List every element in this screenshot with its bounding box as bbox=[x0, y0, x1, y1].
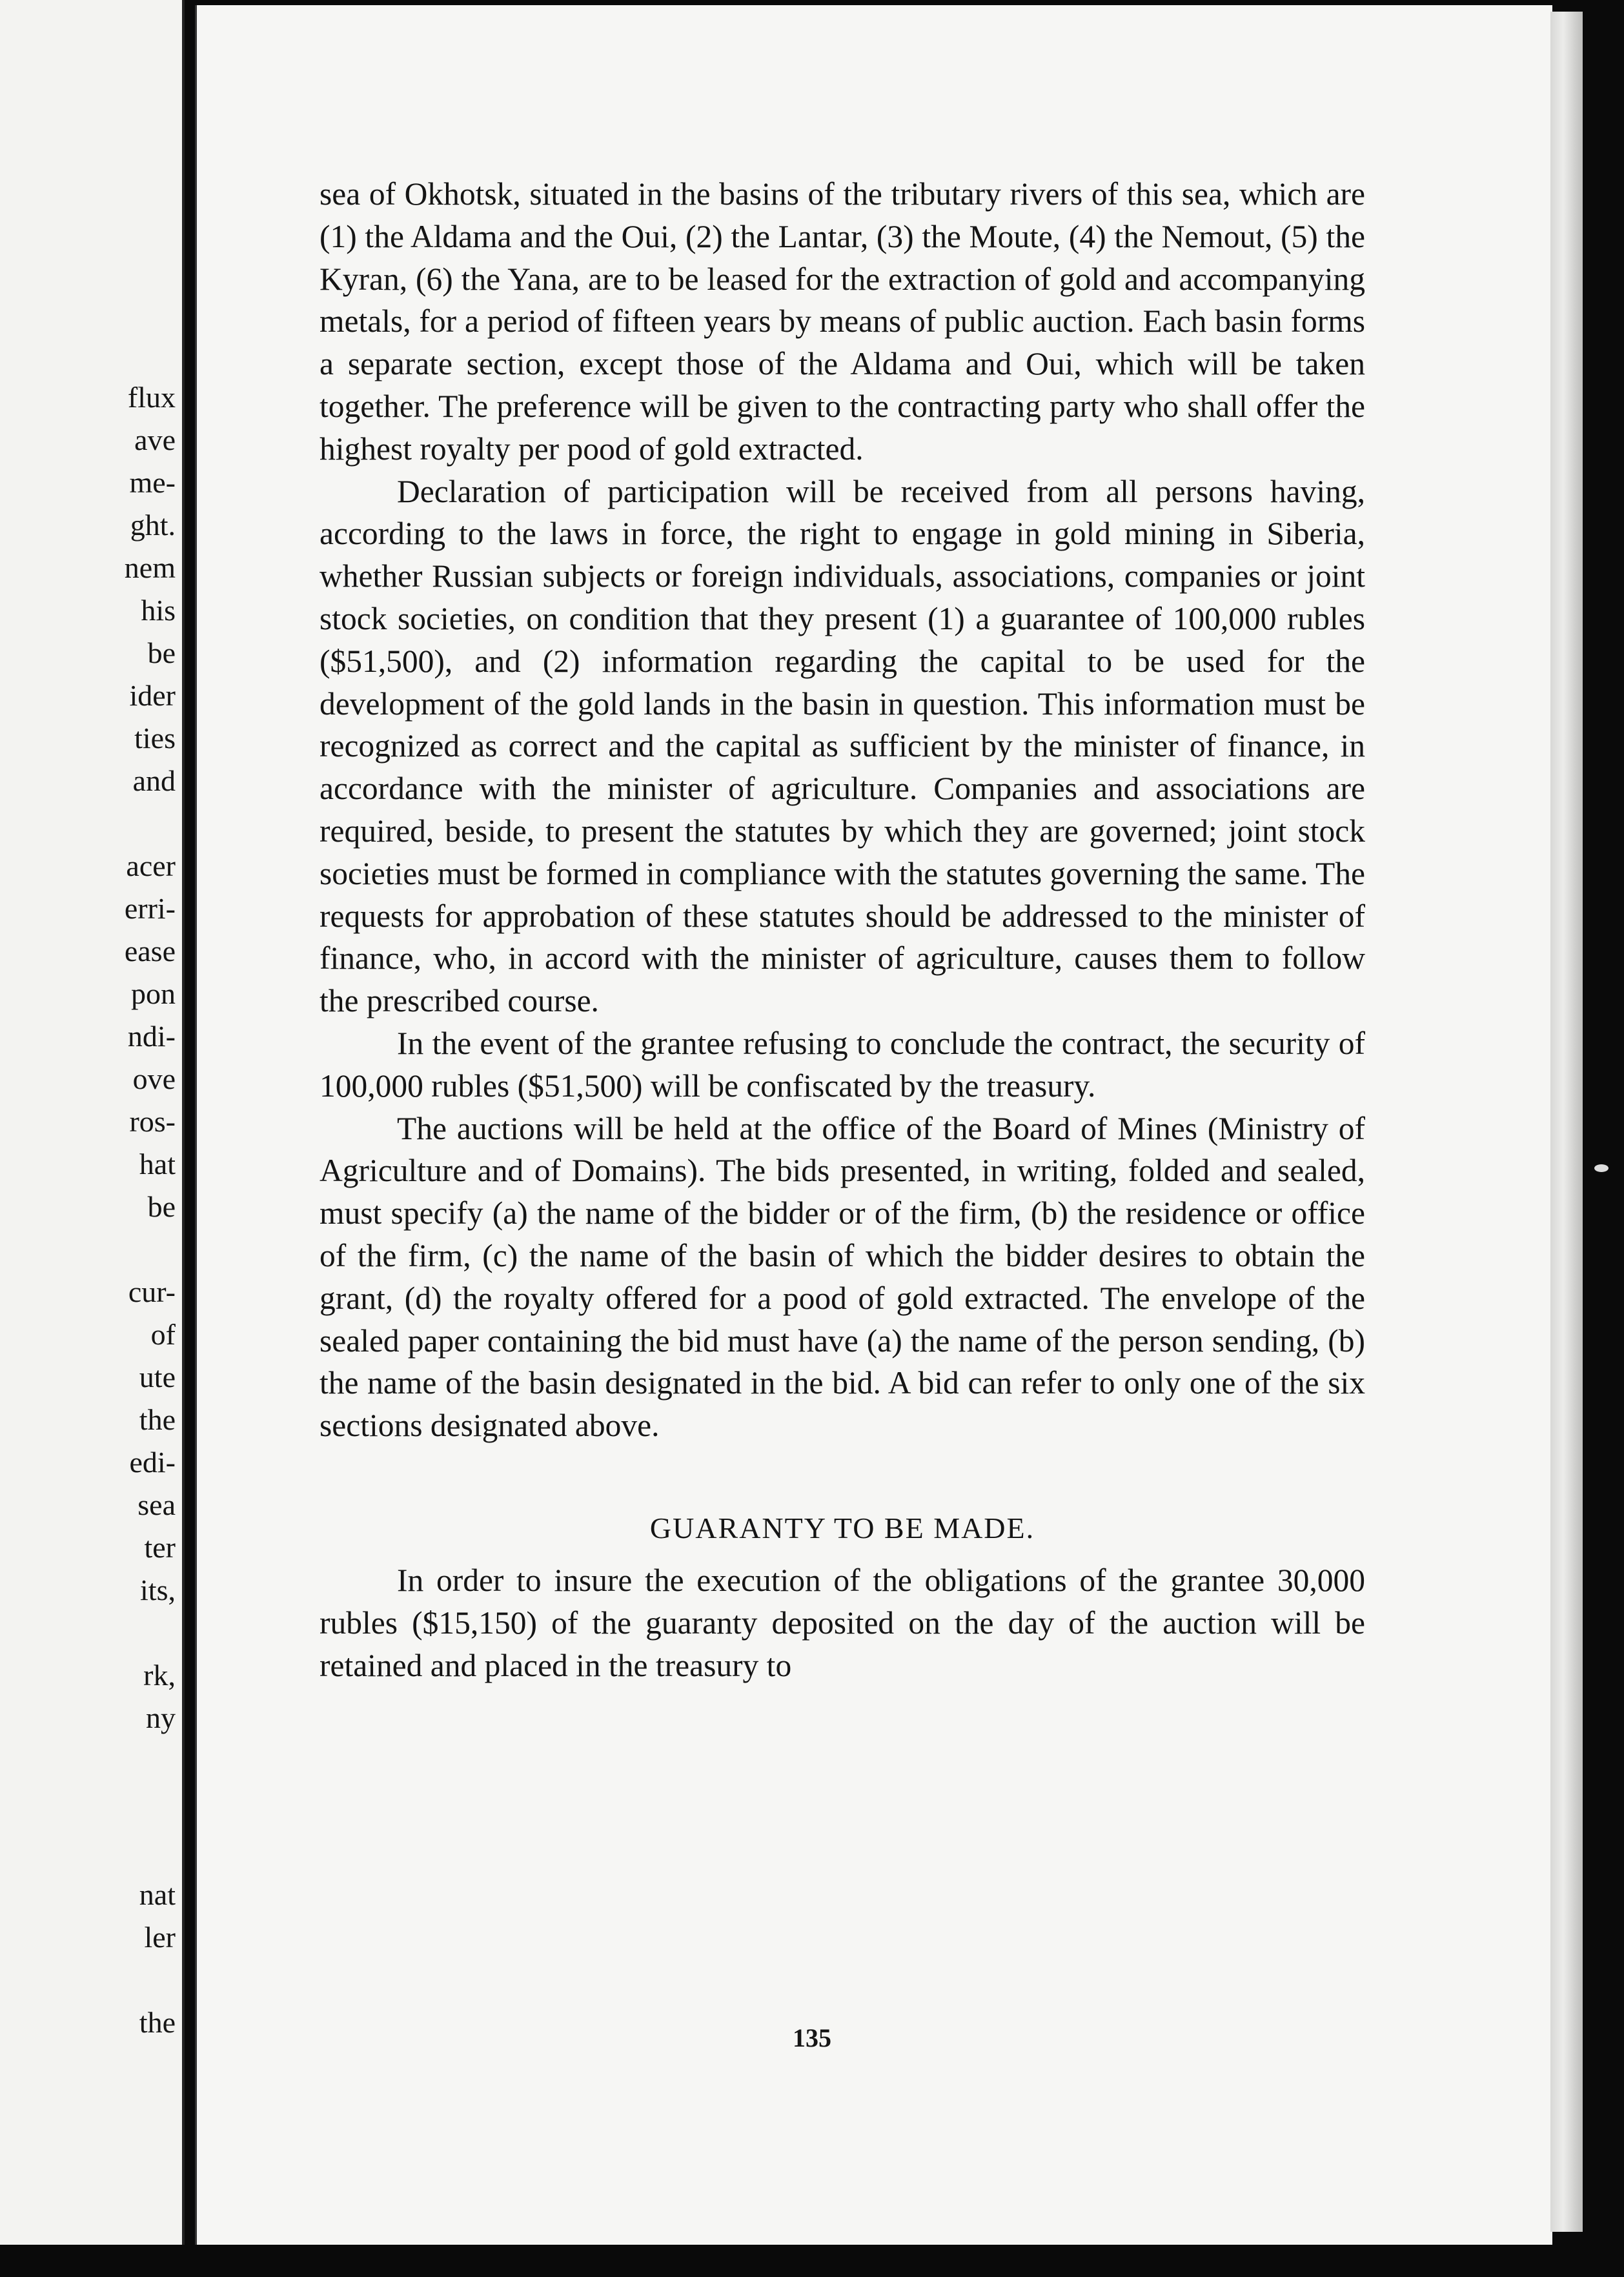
left-page-fragment: ros- bbox=[129, 1105, 176, 1138]
body-text bbox=[320, 173, 1365, 1686]
paragraph: In order to insure the execution of the obligations of the grantee 30,000 rubles ($15,150) of the guaranty deposited on the day of the auction will be retained and placed in the treasury to bbox=[320, 1562, 1365, 1683]
left-page-fragment: and bbox=[132, 764, 176, 797]
left-page-fragment: me- bbox=[129, 466, 176, 499]
paragraph: In the event of the grantee refusing to conclude the contract, the security of 100,000 rubles ($51,500) will be confiscated by the treasury. bbox=[320, 1025, 1365, 1104]
left-page-fragment: edi- bbox=[129, 1446, 176, 1479]
left-page-fragment: ease bbox=[124, 935, 176, 967]
left-page-fragment: cur- bbox=[128, 1275, 176, 1308]
left-page-fragment: ny bbox=[146, 1701, 176, 1734]
left-page-fragment: erri- bbox=[124, 892, 176, 925]
page-number: 135 bbox=[793, 2023, 831, 2052]
left-page-fragment: flux bbox=[127, 381, 176, 414]
scan-speck bbox=[1594, 1164, 1609, 1172]
left-page-fragment: ler bbox=[144, 1921, 176, 1954]
left-page-fragment: ties bbox=[134, 722, 176, 754]
left-page-fragment: rk, bbox=[143, 1659, 176, 1692]
left-page-fragment: its, bbox=[140, 1574, 176, 1606]
left-page-fragment: be bbox=[147, 1190, 176, 1223]
left-page-fragment: acer bbox=[126, 849, 176, 882]
left-page-fragment: the bbox=[139, 2006, 176, 2039]
left-page-fragment: his bbox=[141, 594, 176, 627]
left-page-fragment: ider bbox=[129, 679, 176, 712]
left-page-fragment: hat bbox=[139, 1148, 176, 1180]
paragraph: Declaration of participation will be received from all persons having, according to the laws in force, the right to engage in gold mining in Siberia, whether Russian subjects or foreign individuals, associations, companies or joint stock societies, on condition that they present (1) a guarantee of 100,000 rubles ($51,500), and (2) information regarding the capital to be used for the development of the gold lands in the basin in question. This information must be recognized as correct and the capital as sufficient by the minister of finance, in accordance with the minister of agriculture. Companies and associations are required, beside, to present the statutes by which they are governed; joint stock societies must be formed in compliance with the statutes governing the same. The requests for approbation of these statutes should be addressed to the minister of finance, who, in accord with the minister of agriculture, causes them to follow the prescribed course. bbox=[320, 473, 1365, 1019]
left-page-fragment: be bbox=[147, 636, 176, 669]
left-page-fragment: ndi- bbox=[127, 1020, 176, 1053]
left-page-fragment: sea bbox=[137, 1488, 176, 1521]
left-page-fragment: ght. bbox=[130, 509, 176, 541]
left-page-fragment: ave bbox=[134, 423, 176, 456]
left-page-fragment: ter bbox=[144, 1531, 176, 1564]
paragraph: sea of Okhotsk, situated in the basins of the tributary rivers of this sea, which are (1) the Aldama and the Oui, (2) the Lantar, (3) the Moute, (4) the Nemout, (5) the Kyran, (6) the Yana, are to be leased for the extraction of gold and accompanying metals, for a period of fifteen years by means of public auction. Each basin forms a separate section, except those of the Aldama and Oui, which will be taken together. The preference will be given to the contracting party who shall offer the highest royalty per pood of gold extracted. bbox=[320, 176, 1365, 467]
paragraph: The auctions will be held at the office of the Board of Mines (Ministry of Agriculture and of Domains). The bids presented, in writing, folded and sealed, must specify (a) the name of the bidder or of the firm, (b) the residence or office of the firm, (c) the name of the basin of which the bidder desires to obtain the grant, (d) the royalty offered for a pood of gold extracted. The envelope of the sealed paper containing the bid must have (a) the name of the person sending, (b) the name of the basin designated in the bid. A bid can refer to only one of the six sections designated above. bbox=[320, 1110, 1365, 1444]
left-page-fragment: of bbox=[150, 1318, 176, 1351]
left-facing-page bbox=[0, 0, 185, 2245]
left-page-fragment: nat bbox=[139, 1878, 176, 1911]
left-page-fragment: pon bbox=[131, 977, 176, 1010]
left-page-fragment: ove bbox=[132, 1062, 176, 1095]
left-page-fragment: the bbox=[139, 1403, 176, 1436]
left-page-fragment: ute bbox=[139, 1361, 176, 1393]
left-page-fragment: nem bbox=[124, 551, 176, 584]
section-heading: GUARANTY TO BE MADE. bbox=[649, 1511, 1035, 1544]
page-edge bbox=[1550, 12, 1583, 2232]
